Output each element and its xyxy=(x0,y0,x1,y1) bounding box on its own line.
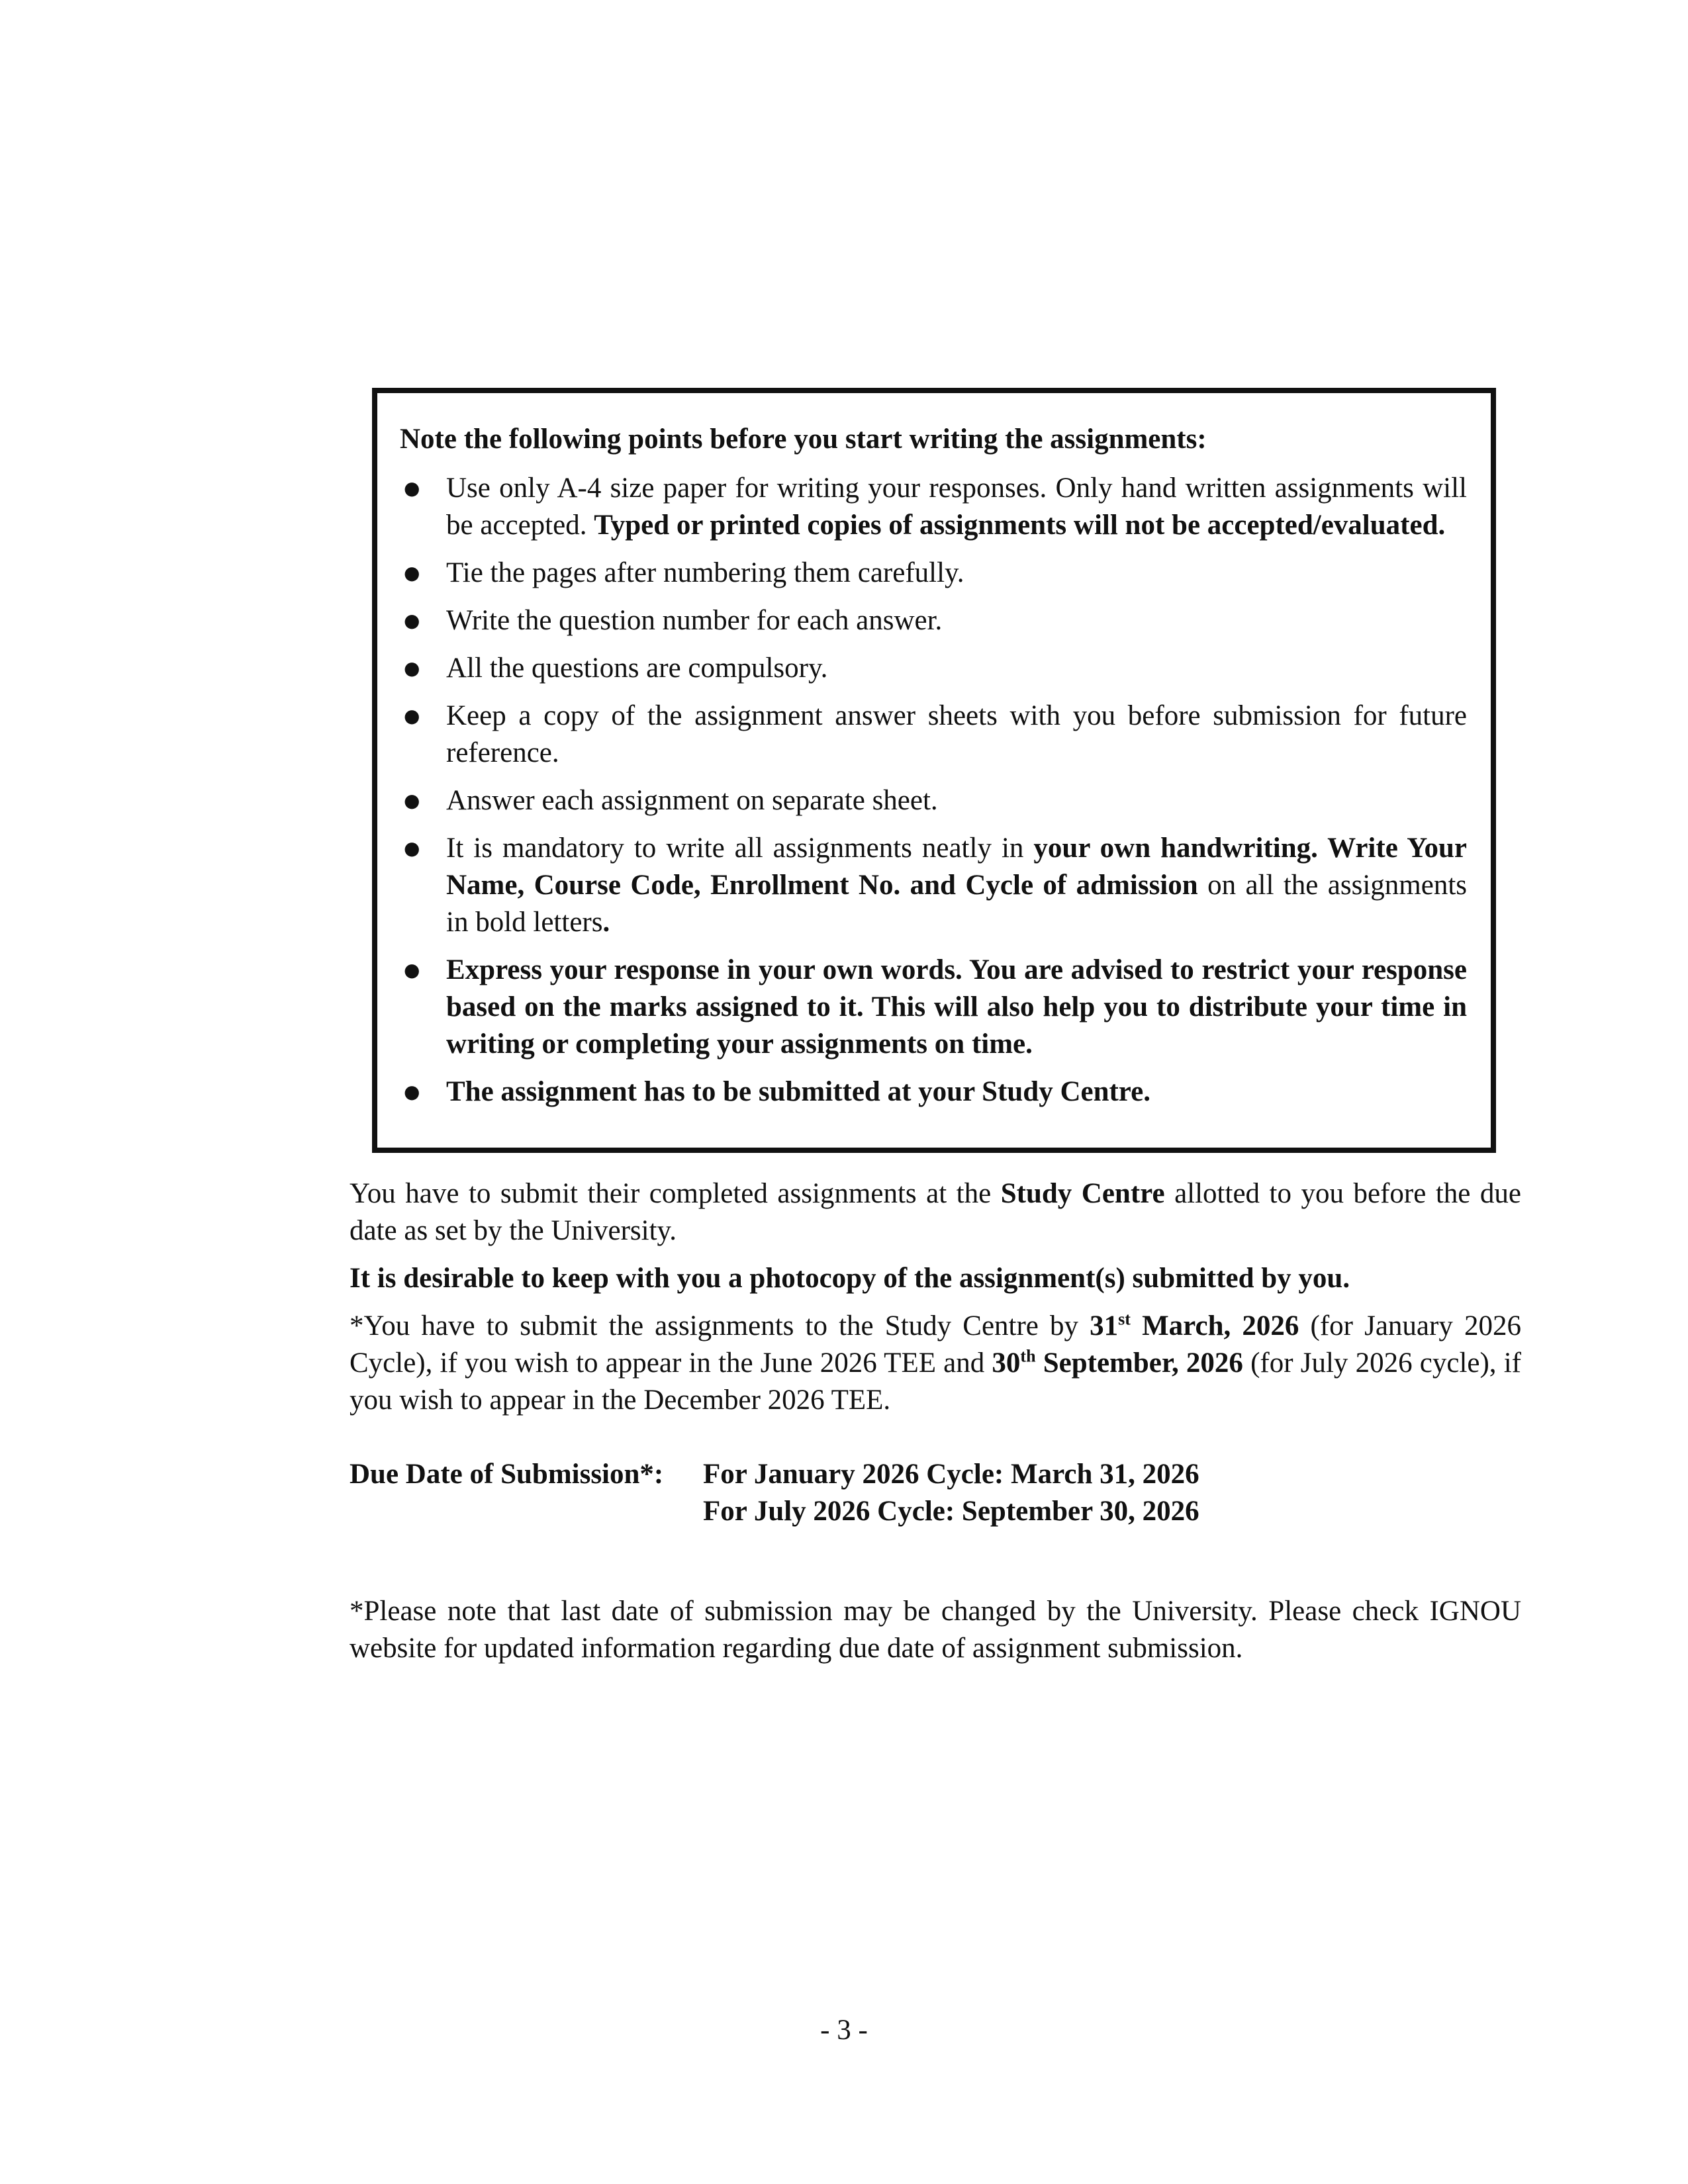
due-row-january xyxy=(350,1456,1199,1493)
january-day-suffix: st xyxy=(1118,1309,1131,1329)
due-date-label: Due Date of Submission*: xyxy=(350,1459,664,1490)
bullet-icon: ● xyxy=(404,477,420,499)
page-number: - 3 - xyxy=(820,2015,868,2046)
submission-paragraph xyxy=(350,1175,1521,1250)
instruction-text: It is mandatory to write all assignments neatly in xyxy=(446,833,1034,864)
instructions-box xyxy=(372,388,1496,1153)
instruction-item xyxy=(400,650,1467,687)
july-month: September, 2026 xyxy=(1035,1347,1243,1379)
bullet-icon: ● xyxy=(404,657,420,679)
instruction-text: Tie the pages after numbering them carefully. xyxy=(446,557,964,588)
bullet-icon: ● xyxy=(404,705,420,727)
bullet-icon: ● xyxy=(404,610,420,631)
instruction-text: . xyxy=(602,907,610,938)
january-day: 31 xyxy=(1090,1310,1119,1342)
instruction-item xyxy=(400,698,1467,772)
deadline-paragraph xyxy=(350,1308,1521,1419)
instruction-item xyxy=(400,470,1467,544)
deadline-text-2: (for January 2026 Cycle), if you wish to appear in the June 2026 TEE and xyxy=(350,1310,1521,1379)
instruction-item xyxy=(400,952,1467,1063)
instructions-list xyxy=(400,470,1467,1111)
instruction-item xyxy=(400,830,1467,941)
instruction-text: Express your response in your own words. You are advised to restrict your response based on the marks assigned to it. This will also help you to distribute your time in writing or completing your assignments on time. xyxy=(446,954,1467,1060)
study-centre-text: Study Centre xyxy=(1000,1178,1165,1209)
bullet-icon: ● xyxy=(404,790,420,811)
deadline-text-3: (for July 2026 cycle), if you wish to appear in the December 2026 TEE. xyxy=(350,1347,1521,1416)
submission-text xyxy=(350,1175,1521,1430)
bullet-icon: ● xyxy=(404,562,420,584)
instruction-text: on all the assignments in bold letters xyxy=(446,870,1468,938)
july-day: 30 xyxy=(992,1347,1021,1379)
instruction-text: The assignment has to be submitted at your Study Centre. xyxy=(446,1076,1150,1107)
instruction-text: All the questions are compulsory. xyxy=(446,653,828,684)
instruction-item xyxy=(400,602,1467,639)
instruction-text: Use only A-4 size paper for writing your responses. Only hand written assignments will be accepted. xyxy=(446,473,1467,541)
bullet-icon: ● xyxy=(404,959,420,981)
submission-text-2: allotted to you before the due date as set by the University. xyxy=(350,1178,1521,1246)
deadline-text-1: *You have to submit the assignments to the Study Centre by xyxy=(350,1310,1090,1342)
instruction-item xyxy=(400,1073,1467,1111)
july-deadline xyxy=(992,1347,1243,1379)
july-day-suffix: th xyxy=(1020,1346,1036,1366)
january-month: March, 2026 xyxy=(1130,1310,1299,1342)
photocopy-advice: It is desirable to keep with you a photocopy of the assignment(s) submitted by you. xyxy=(350,1263,1350,1294)
instructions-heading: Note the following points before you start writing the assignments: xyxy=(400,424,1207,455)
instruction-item xyxy=(400,782,1467,819)
january-cycle-date: For January 2026 Cycle: March 31, 2026 xyxy=(703,1459,1199,1490)
due-label-spacer xyxy=(350,1493,703,1530)
instruction-text: your own handwriting. Write Your Name, Course Code, Enrollment No. and Cycle of admission xyxy=(446,833,1467,901)
bullet-icon: ● xyxy=(404,1081,420,1103)
january-deadline xyxy=(1090,1310,1299,1342)
footer-note: *Please note that last date of submission may be changed by the University. Please check IGNOU website for updated information regarding due date of assignment submission. xyxy=(350,1596,1521,1664)
instruction-item xyxy=(400,555,1467,592)
instruction-text: Typed or printed copies of assignments will not be accepted/evaluated. xyxy=(594,510,1446,541)
instruction-text: Write the question number for each answer. xyxy=(446,605,943,636)
july-cycle-date: For July 2026 Cycle: September 30, 2026 xyxy=(703,1496,1199,1527)
due-row-july xyxy=(350,1493,1199,1530)
bullet-icon: ● xyxy=(404,837,420,859)
instruction-text: Keep a copy of the assignment answer sheets with you before submission for future reference. xyxy=(446,700,1467,768)
due-dates xyxy=(350,1456,1199,1530)
submission-text-1: You have to submit their completed assignments at the xyxy=(350,1178,1001,1209)
instruction-text: Answer each assignment on separate sheet. xyxy=(446,785,938,816)
